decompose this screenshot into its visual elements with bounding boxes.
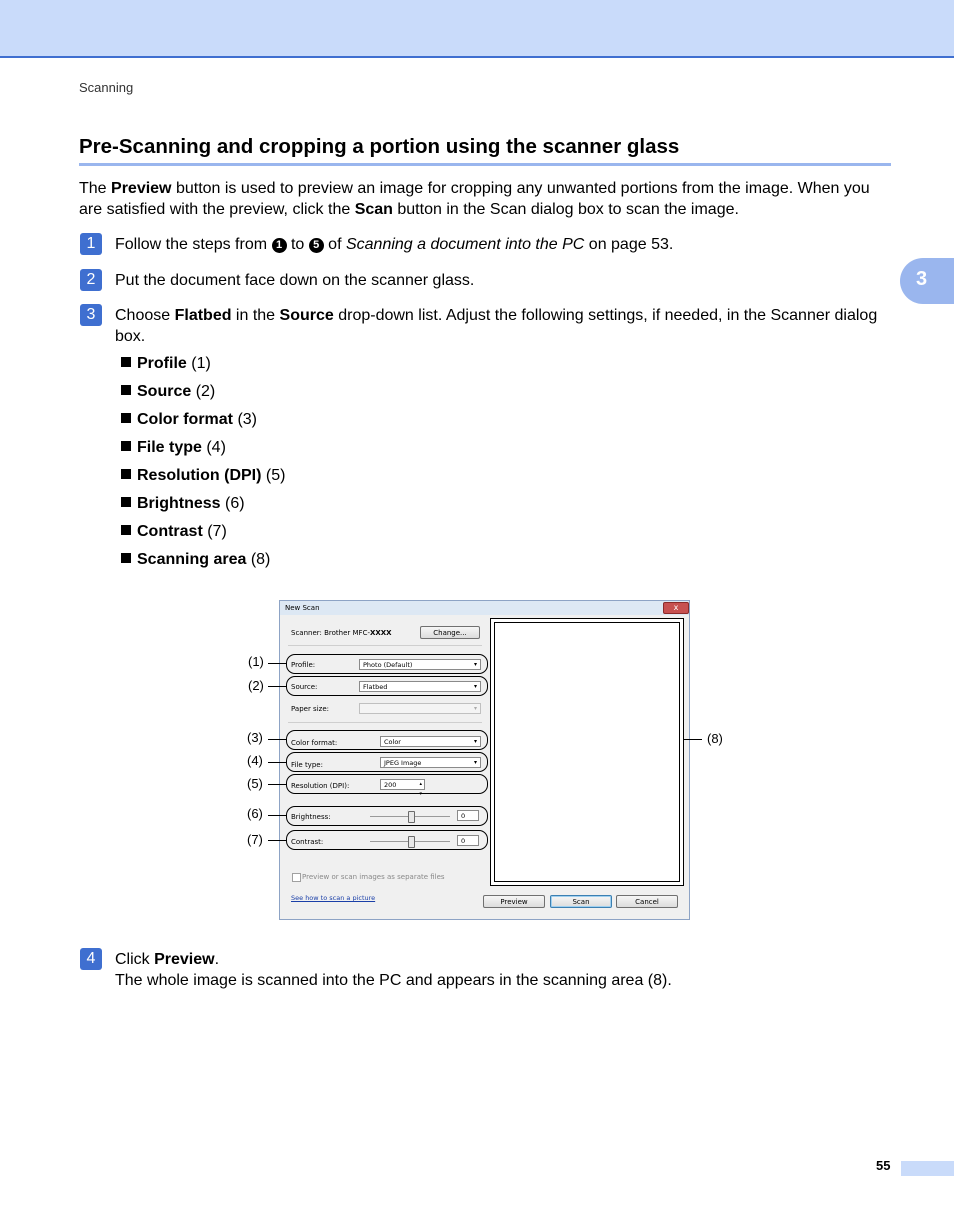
chevron-down-icon: ▾ bbox=[473, 705, 477, 712]
highlight-ring bbox=[286, 752, 488, 772]
highlight-ring bbox=[286, 654, 488, 674]
settings-list-item: File type (4) bbox=[121, 437, 285, 465]
contrast-label: Contrast: bbox=[291, 838, 324, 846]
running-title: Scanning bbox=[79, 80, 134, 95]
highlight-ring bbox=[286, 730, 488, 750]
brightness-label: Brightness: bbox=[291, 813, 331, 821]
chevron-down-icon: ▾ bbox=[473, 759, 477, 766]
resolution-label: Resolution (DPI): bbox=[291, 782, 350, 790]
cancel-button[interactable]: Cancel bbox=[616, 895, 678, 908]
scanning-area[interactable] bbox=[490, 618, 684, 886]
settings-list-item: Contrast (7) bbox=[121, 521, 285, 549]
square-bullet-icon bbox=[121, 497, 131, 507]
step-3-text: Choose Flatbed in the Source drop-down list. Adjust the following settings, if needed, in the Scanner dialog box. bbox=[115, 307, 878, 345]
callout-label: (2) bbox=[248, 678, 264, 693]
scanning-area-frame bbox=[494, 622, 680, 882]
contrast-value[interactable]: 0 bbox=[457, 835, 479, 846]
leader-line bbox=[268, 663, 286, 664]
step-badge-4: 4 bbox=[80, 948, 102, 970]
leader-line bbox=[268, 762, 286, 763]
profile-label: Profile: bbox=[291, 661, 316, 669]
settings-list-item: Source (2) bbox=[121, 381, 285, 409]
separate-files-checkbox[interactable] bbox=[292, 873, 301, 882]
title-rule bbox=[79, 163, 891, 166]
settings-list-item: Profile (1) bbox=[121, 353, 285, 381]
settings-list-item: Resolution (DPI) (5) bbox=[121, 465, 285, 493]
page-number: 55 bbox=[876, 1158, 891, 1173]
dialog-title: New Scan bbox=[285, 604, 320, 612]
source-label: Source: bbox=[291, 683, 318, 691]
cross-reference-link[interactable]: Scanning a document into the PC bbox=[345, 236, 585, 253]
callout-label: (7) bbox=[247, 832, 263, 847]
leader-line bbox=[268, 686, 286, 687]
square-bullet-icon bbox=[121, 385, 131, 395]
spinner-arrows-icon[interactable]: ▴ ▾ bbox=[419, 781, 422, 797]
callout-label: (3) bbox=[247, 730, 263, 745]
step-badge-2: 2 bbox=[80, 269, 102, 291]
step-4-text: Click Preview. The whole image is scanned into the PC and appears in the scanning area (8). bbox=[115, 951, 672, 989]
highlight-ring bbox=[286, 806, 488, 826]
change-button[interactable]: Change... bbox=[420, 626, 480, 639]
square-bullet-icon bbox=[121, 441, 131, 451]
highlight-ring bbox=[286, 830, 488, 850]
scan-button[interactable]: Scan bbox=[550, 895, 612, 908]
leader-line bbox=[268, 815, 286, 816]
square-bullet-icon bbox=[121, 553, 131, 563]
settings-list bbox=[121, 353, 285, 577]
square-bullet-icon bbox=[121, 413, 131, 423]
source-dropdown[interactable]: Flatbed ▾ bbox=[359, 681, 481, 692]
resolution-spinner[interactable]: 200 ▴ ▾ bbox=[380, 779, 425, 790]
leader-line bbox=[268, 784, 286, 785]
paper-size-dropdown[interactable] bbox=[359, 703, 481, 714]
paper-size-label: Paper size: bbox=[291, 705, 329, 713]
brightness-value[interactable]: 0 bbox=[457, 810, 479, 821]
separator bbox=[288, 722, 482, 723]
callout-label: (6) bbox=[247, 806, 263, 821]
separate-files-label: Preview or scan images as separate files bbox=[302, 873, 445, 881]
leader-line bbox=[684, 739, 702, 740]
highlight-ring bbox=[286, 676, 488, 696]
step-ref-icon: 5 bbox=[309, 238, 324, 253]
chevron-down-icon: ▾ bbox=[473, 661, 477, 668]
chevron-down-icon: ▾ bbox=[473, 683, 477, 690]
callout-label: (4) bbox=[247, 753, 263, 768]
square-bullet-icon bbox=[121, 469, 131, 479]
color-format-dropdown[interactable]: Color ▾ bbox=[380, 736, 481, 747]
page-number-bar bbox=[901, 1161, 954, 1176]
profile-dropdown[interactable]: Photo (Default) ▾ bbox=[359, 659, 481, 670]
settings-list-item: Brightness (6) bbox=[121, 493, 285, 521]
step-badge-1: 1 bbox=[80, 233, 102, 255]
intro-paragraph: The Preview button is used to preview an image for cropping any unwanted portions from the image. When you are satisfied with the preview, click the Scan button in the Scan dialog box to scan the image. bbox=[79, 180, 870, 218]
header-band bbox=[0, 0, 954, 58]
section-title: Pre-Scanning and cropping a portion using the scanner glass bbox=[79, 135, 680, 158]
callout-label: (5) bbox=[247, 776, 263, 791]
leader-line bbox=[268, 840, 286, 841]
color-format-label: Color format: bbox=[291, 739, 338, 747]
step-ref-icon: 1 bbox=[272, 238, 287, 253]
settings-list-item: Scanning area (8) bbox=[121, 549, 285, 577]
close-button[interactable]: x bbox=[663, 602, 689, 614]
chevron-down-icon: ▾ bbox=[473, 738, 477, 745]
leader-line bbox=[268, 739, 286, 740]
file-type-label: File type: bbox=[291, 761, 323, 769]
callout-label: (1) bbox=[248, 654, 264, 669]
square-bullet-icon bbox=[121, 357, 131, 367]
chapter-number: 3 bbox=[916, 268, 928, 290]
dialog-titlebar bbox=[280, 601, 689, 615]
separator bbox=[288, 645, 482, 646]
square-bullet-icon bbox=[121, 525, 131, 535]
preview-button[interactable]: Preview bbox=[483, 895, 545, 908]
step-2-text: Put the document face down on the scanner glass. bbox=[115, 272, 475, 289]
callout-label: (8) bbox=[707, 731, 723, 746]
file-type-dropdown[interactable]: JPEG Image ▾ bbox=[380, 757, 481, 768]
step-1-text: Follow the steps from 1 to 5 of Scanning a document into the PC on page 53. bbox=[115, 236, 674, 253]
step-badge-3: 3 bbox=[80, 304, 102, 326]
highlight-ring bbox=[286, 774, 488, 794]
settings-list-item: Color format (3) bbox=[121, 409, 285, 437]
help-link[interactable]: See how to scan a picture bbox=[291, 894, 376, 902]
scanner-label: Scanner: Brother MFC-XXXX bbox=[291, 629, 392, 637]
